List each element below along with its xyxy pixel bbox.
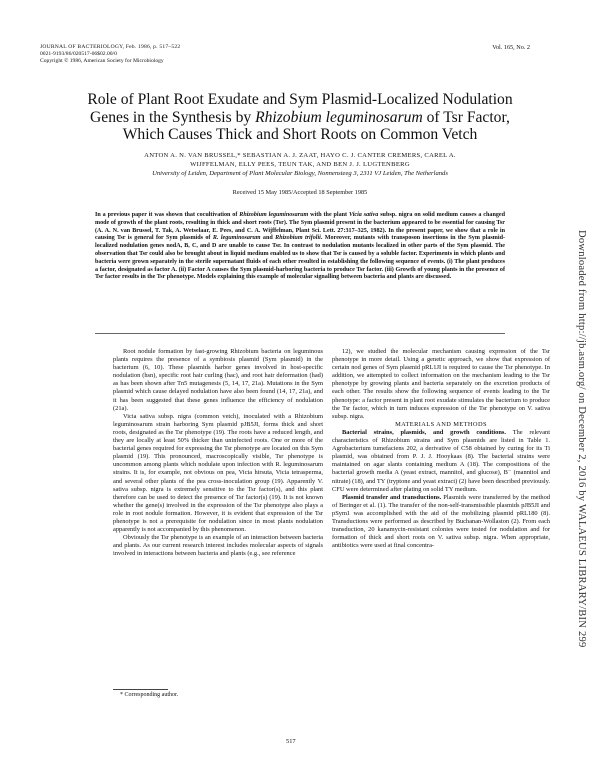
footnote-rule [113, 689, 168, 690]
journal-header [40, 44, 180, 65]
author-list: ANTON A. N. VAN BRUSSEL,* SEBASTIAN A. J. ZAAT, HAYO C. J. CANTER CREMERS, CAREL A. WIJFFELMAN, ELLY PEES, TEUN TAK, AND BEN J. J. LUGTENBERG [144, 152, 456, 168]
title-line-2: Genes in the Synthesis by Rhizobium leguminosarum of Tsr Factor, [90, 108, 510, 126]
abstract-divider [95, 333, 505, 334]
volume-label: Vol. 165, No. 2 [492, 44, 530, 51]
received-date: Received 15 May 1985/Accepted 18 September 1985 [232, 189, 368, 196]
title-line-1: Role of Plant Root Exudate and Sym Plasmid-Localized Nodulation [87, 91, 513, 108]
affiliation: University of Leiden, Department of Plant Molecular Biology, Nonnensteeg 3, 2311 VJ Leiden, The Netherlands [152, 170, 448, 177]
right-column [332, 348, 550, 550]
page-number: 517 [286, 738, 296, 745]
section-heading: MATERIALS AND METHODS [395, 420, 487, 428]
abstract: In a previous paper it was shown that cocultivation of Rhizobium leguminosarum with the plant Vicia sativa subsp. nigra on solid medium causes a changed mode of growth of the plant roots, resulting in thick and short roots (Tsr). The Sym plasmid present in the bacterium appeared to be essential for causing Tsr (A. A. N. van Brussel, T. Tak, A. Wetselaar, E. Pees, and C. A. Wijffelman, Plant Sci. Lett. 27:317–325, 1982). In the present paper, we show that a role in causing Tsr is general for Sym plasmids of R. leguminosarum and Rhizobium trifolii. Moreover, mutants with transposon insertions in the Sym plasmid-localized nodulation genes nodA, B, C, and D are unable to cause Tsr. In contrast to nodulation mutants localized in other parts of the Sym plasmid. The observation that Tsr could also be brought about in liquid medium enabled us to show that Tsr is caused by a soluble factor. Experiments in which plants and bacteria were grown separately in the sterile supernatant fluids of each other resulted in establishing the following sequence of events. (i) The plant produces a factor, designated as factor A. (ii) Factor A causes the Sym plasmid-harboring bacteria to produce Tsr factor. (iii) Growth of young plants in the presence of Tsr factor results in the Tsr phenotype. Models explaining this example of molecular signalling between bacteria and plants are discussed. [95, 212, 505, 281]
download-watermark: Downloaded from http://jb.asm.org/ on December 2, 2016 by WALAEUS LIBRARY/BIN 299 [576, 230, 587, 648]
issn-line: 0021-9193/86/020517-06$02.00/0 [40, 51, 117, 57]
journal-line: JOURNAL OF BACTERIOLOGY, Feb. 1986, p. 517–522 [40, 44, 181, 50]
title-line-3: Which Causes Thick and Short Roots on Common Vetch [122, 126, 478, 143]
copyright-line: Copyright © 1986, American Society for Microbiology [40, 58, 164, 64]
intro-paragraph-2: Vicia sativa subsp. nigra (common vetch), inoculated with a Rhizobium leguminosarum strain harboring Sym plasmid pJB5JI, forms thick and short roots, designated as the Tsr phenotype (19). The roots have a reduced length, and they are locally at least 50% thicker than uninfected roots. One or more of the bacterial genes required for expressing the Tsr phenotype are located on this Sym plasmid (19). This pronounced, macroscopically visible, Tsr phenotype is uncommon among plants which nodulate upon infection with R. leguminosarum strains. It is, for example, not obvious on pea, Vicia hirsuta, Vicia tetrasperma, and several other plants of the pea cross-inoculation group (19). Apparently V. sativa subsp. nigra is extremely sensitive to the Tsr factor(s), and this plant therefore can be used to detect the presence of Tsr factor(s) (19). It is not known whether the gene(s) involved in the expression of the Tsr phenotype also plays a role in root nodule formation. However, it is evident that expression of the Tsr phenotype is not a prerequisite for nodulation since in most plants nodulation apparently is not accompanied by this phenomenon. [113, 412, 323, 534]
left-column [113, 348, 323, 558]
intro-paragraph-3: Obviously the Tsr phenotype is an example of an interaction between bacteria and plants. As our current research interest includes molecular aspects of signals involved in interactions between bacteria and plants (e.g., see reference [113, 534, 323, 558]
intro-paragraph-1: Root nodule formation by fast-growing Rhizobium bacteria on leguminous plants requires the presence of a symbiosis plasmid (Sym plasmid) in the bacterium (6, 10). These plasmids harbor genes involved in host-specific nodulation (hsn), specific root hair curling (hac), and root hair deformation (had) as has been shown after Tn5 mutagenesis (5, 14, 17, 21a). Mutations in the Sym plasmid which cause delayed nodulation have also been found (14, 17, 21a), and it has been suggested that these genes influence the efficiency of nodulation (21a). [113, 348, 323, 412]
footnote: * Corresponding author. [120, 692, 179, 698]
methods-paragraph-2: Plasmid transfer and transductions. Plasmids were transferred by the method of Beringer et al. (1). The transfer of the non-self-transmissible plasmids pJB5JI and pSym1 was accomplished with the aid of the mobilizing plasmid pRL180 (8). Transductions were performed as described by Buchanan-Wollaston (2). From each transduction, 20 kanamycin-resistant colonies were tested for nodulation and for formation of thick and short roots on V. sativa subsp. nigra. When appropriate, antibiotics were used at final concentra- [332, 493, 550, 550]
intro-paragraph-4: 12), we studied the molecular mechanism causing expression of the Tsr phenotype in more detail. Using a genetic approach, we show that expression of certain nod genes of Sym plasmid pRL1JI is required to cause the Tsr phenotype. In addition, we attempted to collect information on the mechanism leading to the Tsr phenotype by growing plants and bacteria separately on the excretion products of each other. The results show the following sequence of events leading to the Tsr phenotype: a factor present in plant root exudate stimulates the bacterium to produce the Tsr factor, which in turn induces expression of the Tsr phenotype on V. sativa subsp. nigra. [332, 348, 550, 420]
article-title [40, 91, 560, 144]
methods-paragraph-1: Bacterial strains, plasmids, and growth conditions. The relevant characteristics of Rhizobium strains and Sym plasmids are listed in Table 1. Agrobacterium tumefaciens 202, a derivative of C58 obtained by curing for its Ti plasmid, was obtained from P. J. J. Hooykaas (8). The bacterial strains were maintained on agar slants containing medium A (18). The compositions of the bacterial growth media A (yeast extract, mannitol, and glucose), B⁻ (mannitol and nitrate) (18), and TY (tryptone and yeast extract) (2) have been described previously. CFU were determined after plating on solid TY medium. [332, 428, 550, 493]
